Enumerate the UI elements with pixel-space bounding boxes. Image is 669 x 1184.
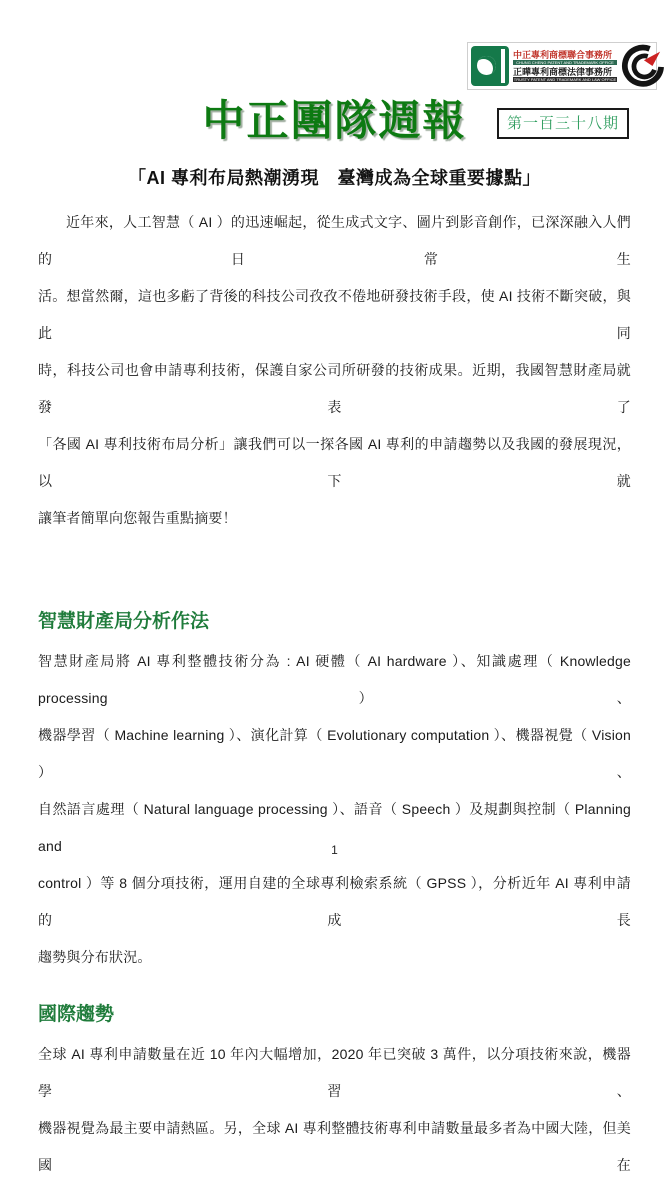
text-line: 趨勢與分布狀況。 (38, 949, 152, 965)
text-line: 「各國 AI 專利技術布局分析」讓我們可以一探各國 AI 專利的申請趨勢以及我國的發展現況，以下就 (38, 436, 631, 489)
firm-name-line2-en: TRUSTY PATENT AND TRADEMARK AND LAW OFFICE (513, 77, 617, 82)
text-line: control ）等 8 個分項技術，運用自建的全球專利檢索系統（ GPSS ），分析近年 AI 專利申請的成長 (38, 875, 631, 928)
firm-logo (467, 42, 657, 90)
text-line: 機器視覺為最主要申請熱區。另，全球 AI 專利整體技術專利申請數量最多者為中國大陸，但美國在 (38, 1120, 631, 1173)
text-line: 近年來，人工智慧（ AI ）的迅速崛起，從生成式文字、圖片到影音創作，已深深融入人們的日常生 (38, 214, 631, 267)
section-heading-international-trends: 國際趨勢 (38, 1004, 115, 1025)
intro-paragraph (38, 204, 631, 537)
firm-logo-mark-icon (471, 46, 509, 86)
text-line: 時，科技公司也會申請專利技術，保護自家公司所研發的技術成果。近期，我國智慧財產局就發表了 (38, 362, 631, 415)
swoosh-arrow-icon (621, 45, 663, 87)
text-line: 讓筆者簡單向您報告重點摘要！ (38, 510, 237, 526)
newsletter-title: 中正團隊週報 (202, 97, 467, 144)
article-headline: 「AI 專利布局熱潮湧現 臺灣成為全球重要據點」 (128, 168, 541, 188)
firm-name-line2: 正曄專利商標法律事務所 (513, 67, 613, 77)
page-number: 1 (331, 843, 338, 857)
section-paragraph (38, 643, 631, 976)
text-line: 活。想當然爾，這也多虧了背後的科技公司孜孜不倦地研發技術手段，使 AI 技術不斷突破，與此同 (38, 288, 631, 341)
text-line: 智慧財產局將 AI 專利整體技術分為 : AI 硬體（ AI hardware ）、知識處理（ Knowledge processing）、 (38, 653, 631, 706)
issue-number-badge: 第一百三十八期 (497, 108, 629, 139)
firm-name-line1-en: CHUNG CHENG PATENT AND TRADEMARK OFFICE (513, 60, 617, 65)
firm-name-line1: 中正專利商標聯合事務所 (513, 50, 613, 60)
article-content (0, 204, 669, 1184)
section-paragraph (38, 1036, 631, 1184)
text-line: 自然語言處理（ Natural language processing ）、語音（ Speech ）及規劃與控制（ Planning and (38, 801, 631, 854)
text-line: 全球 AI 專利申請數量在近 10 年內大幅增加，2020 年已突破 3 萬件，以分項技術來說，機器學習、 (38, 1046, 631, 1099)
firm-logo-text (513, 50, 617, 82)
section-heading-analysis-method: 智慧財產局分析作法 (38, 611, 210, 632)
text-line: 機器學習（ Machine learning ）、演化計算（ Evolutionary computation ）、機器視覺（ Vision ）、 (38, 727, 631, 780)
